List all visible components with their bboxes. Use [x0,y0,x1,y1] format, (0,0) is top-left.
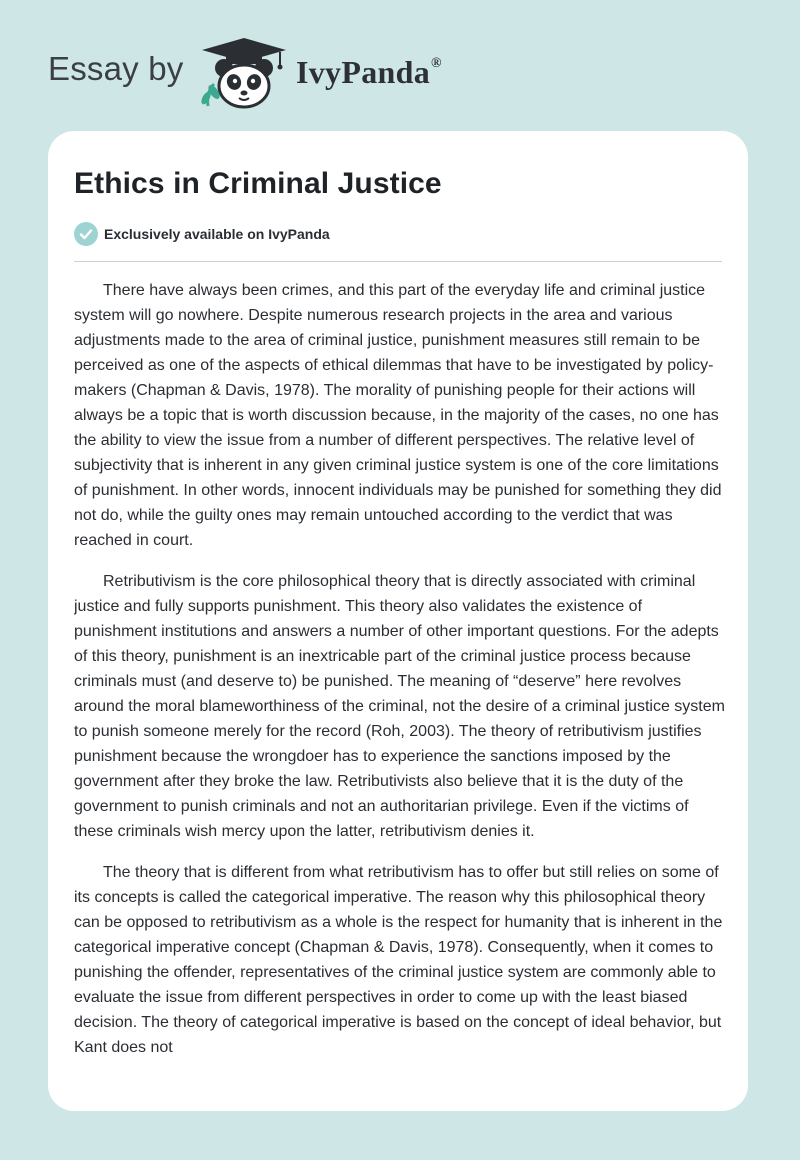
essay-body [74,278,726,1098]
exclusive-badge-text: Exclusively available on IvyPanda [104,226,330,242]
brand-name-text: IvyPanda [296,54,430,90]
brand-name [296,54,442,91]
body-paragraph-1: There have always been crimes, and this part of the everyday life and criminal justice system will go nowhere. Despite numerous research projects in the area and various adjustments made to the area of criminal justice, punishment measures still remain to be perceived as one of the aspects of ethical dilemmas that have to be investigated by policy-makers (Chapman & Davis, 1978). The morality of punishing people for their actions will always be a topic that is worth discussion because, in the majority of the cases, no one has the ability to view the issue from a number of different perspectives. The relative level of subjectivity that is inherent in any given criminal justice system is one of the core limitations of punishment. In other words, innocent individuals may be punished for something they did not do, while the guilty ones may remain untouched according to the verdict that was reached in court. [74,282,722,549]
panda-graduate-icon[interactable] [200,36,290,110]
check-circle-icon [74,222,98,246]
essay-card [48,131,748,1111]
body-paragraph-2: Retributivism is the core philosophical theory that is directly associated with criminal justice and fully supports punishment. This theory also validates the existence of punishment institutions and answers a number of other important questions. For the adepts of this theory, punishment is an inextricable part of the criminal justice process because criminals must (and deserve to) be punished. The meaning of “deserve” here revolves around the moral blameworthiness of the criminal, not the desire of a criminal justice system to punish someone merely for the record (Roh, 2003). The theory of retributivism justifies punishment because the wrongdoer has to experience the sanctions imposed by the government after they broke the law. Retributivists also believe that it is the duty of the government to punish criminals and not an authoritarian privilege. Even if the victims of these criminals wish mercy upon the latter, retributivism denies it. [74,573,725,840]
exclusive-badge [74,221,330,247]
brand-prefix: Essay by [48,50,184,87]
essay-title: Ethics in Criminal Justice [74,167,442,200]
title-divider [74,261,722,262]
registered-mark: ® [431,56,442,71]
site-header [0,0,800,130]
body-paragraph-3: The theory that is different from what retributivism has to offer but still relies on some of its concepts is called the categorical imperative. The reason why this philosophical theory can be opposed to retributivism as a whole is the respect for humanity that is inherent in the categorical imperative concept (Chapman & Davis, 1978). Consequently, when it comes to punishing the offender, representatives of the criminal justice system are commonly able to evaluate the issue from different perspectives in order to come up with the least biased decision. The theory of categorical imperative is based on the concept of ideal behavior, but Kant does not [74,864,723,1056]
